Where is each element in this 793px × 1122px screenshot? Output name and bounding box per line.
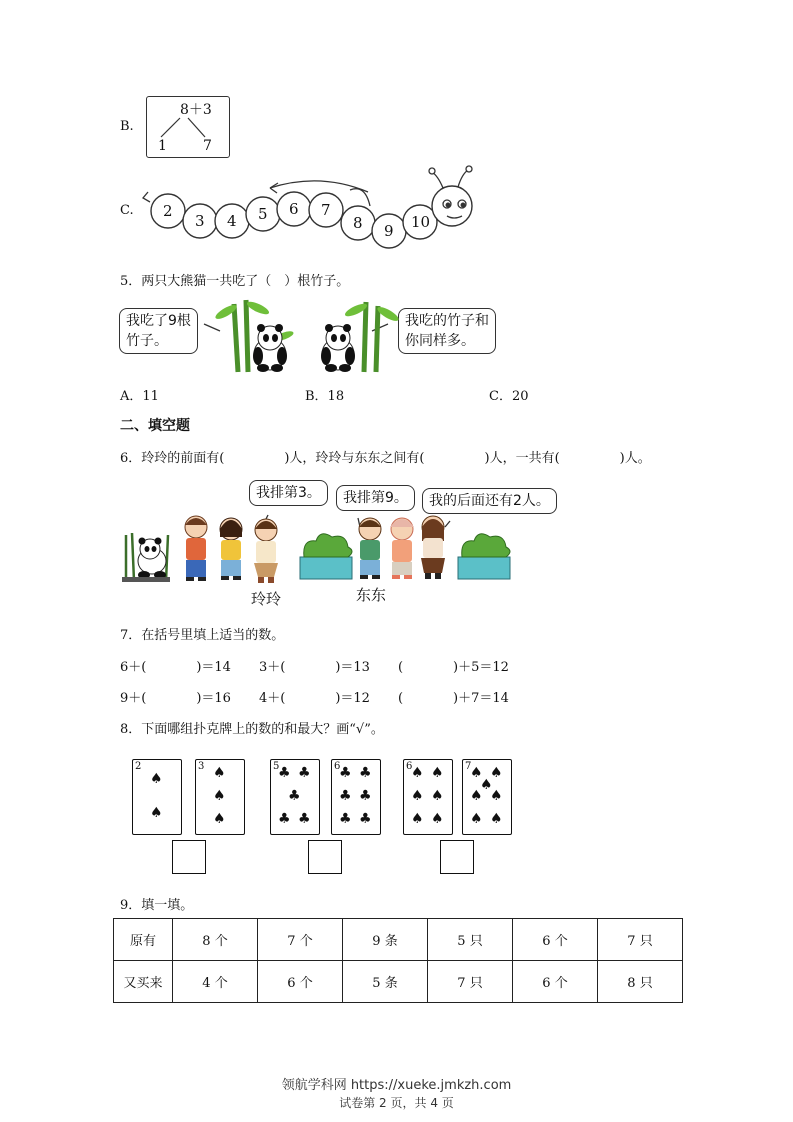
question-8-text: 8．下面哪组扑克牌上的数的和最大？画“√”。 xyxy=(120,722,384,737)
question-7-text: 7．在括号里填上适当的数。 xyxy=(120,628,285,643)
section-heading: 二、填空题 xyxy=(120,418,190,434)
card-rank: 6 xyxy=(406,761,413,772)
spade-icon: ♠ xyxy=(470,788,483,804)
card-rank: 3 xyxy=(198,761,205,772)
spade-icon: ♠ xyxy=(490,788,503,804)
question-7-row-1 xyxy=(120,656,509,675)
card-rank: 5 xyxy=(273,761,280,772)
club-icon: ♣ xyxy=(288,788,301,804)
card-rank: 6 xyxy=(334,761,341,772)
decomposition-box xyxy=(146,96,230,158)
table-cell: 又买来 xyxy=(114,961,173,1003)
eq-part: 4＋( xyxy=(258,691,286,706)
club-icon: ♣ xyxy=(298,811,311,827)
spade-icon: ♠ xyxy=(150,805,163,821)
spade-icon: ♠ xyxy=(411,765,424,781)
table-cell: 6 个 xyxy=(258,961,343,1003)
spade-icon: ♠ xyxy=(213,788,226,804)
table-cell: 7 只 xyxy=(428,961,513,1003)
decomposition-left: 1 xyxy=(158,138,167,154)
table-cell: 6 个 xyxy=(513,961,598,1003)
eq-part: 9＋( xyxy=(120,691,147,706)
caterpillar-number: 4 xyxy=(227,212,237,230)
fill-table xyxy=(113,918,683,1003)
answer-checkbox-group-3[interactable] xyxy=(440,840,474,874)
club-icon: ♣ xyxy=(359,811,372,827)
table-cell: 5 条 xyxy=(343,961,428,1003)
eq-part: 6＋( xyxy=(120,660,147,675)
option-c-label: C. xyxy=(120,203,134,218)
queue-illustration xyxy=(120,505,520,590)
table-cell: 9 条 xyxy=(343,919,428,961)
name-dongdong: 东东 xyxy=(356,586,387,604)
spade-icon: ♠ xyxy=(213,765,226,781)
eq-part: )＝13 xyxy=(335,660,370,675)
decomposition-right: 7 xyxy=(203,138,212,154)
club-icon: ♣ xyxy=(278,765,291,781)
table-cell: 7 个 xyxy=(258,919,343,961)
speech-bubble-9th: 我排第9。 xyxy=(336,485,415,511)
caterpillar-number: 8 xyxy=(353,214,363,232)
caterpillar-number: 6 xyxy=(289,200,299,218)
q6-part: )人。 xyxy=(619,451,651,466)
question-7-row-2 xyxy=(120,687,509,706)
spade-icon: ♠ xyxy=(490,765,503,781)
panda-speech-bubble-2 xyxy=(398,308,496,354)
table-row xyxy=(114,961,683,1003)
playing-card-club xyxy=(270,759,320,835)
table-cell: 7 只 xyxy=(598,919,683,961)
eq-part: )＝16 xyxy=(196,691,231,706)
spade-icon: ♠ xyxy=(411,811,424,827)
spade-icon: ♠ xyxy=(470,811,483,827)
club-icon: ♣ xyxy=(339,788,352,804)
table-cell: 5 只 xyxy=(428,919,513,961)
caterpillar-number: 5 xyxy=(258,205,268,223)
bubble-line: 我吃了9根 xyxy=(126,313,191,329)
eq-part: ( xyxy=(397,691,404,706)
option-b-label: B. xyxy=(120,119,134,134)
caterpillar-number: 7 xyxy=(321,201,331,219)
spade-icon: ♠ xyxy=(431,811,444,827)
card-rank: 7 xyxy=(465,761,472,772)
question-5-option-c: C．20 xyxy=(489,389,529,404)
eq-part: ( xyxy=(397,660,404,675)
speech-bubble-2-behind: 我的后面还有2人。 xyxy=(422,488,557,514)
eq-part: )＝12 xyxy=(335,691,370,706)
table-row xyxy=(114,919,683,961)
caterpillar-number: 10 xyxy=(411,213,431,231)
bubble-line: 你同样多。 xyxy=(405,333,475,349)
playing-card-club xyxy=(331,759,381,835)
table-cell: 8 个 xyxy=(173,919,258,961)
bubble-line: 竹子。 xyxy=(126,333,168,349)
spade-icon: ♠ xyxy=(213,811,226,827)
spade-icon: ♠ xyxy=(411,788,424,804)
question-9-text: 9．填一填。 xyxy=(120,898,194,913)
eq-part: )＋7＝14 xyxy=(453,691,509,706)
spade-icon: ♠ xyxy=(431,765,444,781)
club-icon: ♣ xyxy=(359,788,372,804)
q6-part: )人，玲玲与东东之间有( xyxy=(284,451,425,466)
table-cell: 8 只 xyxy=(598,961,683,1003)
pandas-with-bamboo-illustration xyxy=(200,296,400,378)
question-6-text xyxy=(120,447,651,466)
playing-card-spade xyxy=(403,759,453,835)
question-5-option-a: A．11 xyxy=(120,389,159,404)
watermark: 领航学科网 https://xueke.jmkzh.com xyxy=(281,1078,512,1093)
club-icon: ♣ xyxy=(359,765,372,781)
table-cell: 原有 xyxy=(114,919,173,961)
eq-part: )＝14 xyxy=(196,660,231,675)
answer-checkbox-group-1[interactable] xyxy=(172,840,206,874)
playing-card-spade xyxy=(462,759,512,835)
spade-icon: ♠ xyxy=(480,777,493,793)
bubble-line: 我吃的竹子和 xyxy=(405,313,489,329)
question-5-option-b: B．18 xyxy=(305,389,345,404)
q6-part: )人，一共有( xyxy=(484,451,560,466)
table-cell: 6 个 xyxy=(513,919,598,961)
speech-bubble-3rd: 我排第3。 xyxy=(249,480,328,506)
q6-part: 6．玲玲的前面有( xyxy=(120,451,225,466)
club-icon: ♣ xyxy=(339,765,352,781)
playing-card-spade xyxy=(195,759,245,835)
answer-checkbox-group-2[interactable] xyxy=(308,840,342,874)
table-cell: 4 个 xyxy=(173,961,258,1003)
playing-card-spade xyxy=(132,759,182,835)
spade-icon: ♠ xyxy=(490,811,503,827)
club-icon: ♣ xyxy=(339,811,352,827)
page-number: 试卷第 2 页，共 4 页 xyxy=(339,1096,454,1110)
caterpillar-number: 9 xyxy=(384,222,394,240)
club-icon: ♣ xyxy=(278,811,291,827)
eq-part: 3＋( xyxy=(258,660,286,675)
name-lingling: 玲玲 xyxy=(251,590,282,608)
decomposition-top: 8＋3 xyxy=(180,102,212,118)
spade-icon: ♠ xyxy=(470,765,483,781)
panda-speech-bubble-1 xyxy=(119,308,198,354)
caterpillar-number: 2 xyxy=(163,202,173,220)
eq-part: )＋5＝12 xyxy=(453,660,509,675)
spade-icon: ♠ xyxy=(431,788,444,804)
caterpillar-number: 3 xyxy=(195,212,205,230)
question-5-text: 5．两只大熊猫一共吃了（ ）根竹子。 xyxy=(120,274,350,289)
card-rank: 2 xyxy=(135,761,142,772)
club-icon: ♣ xyxy=(298,765,311,781)
caterpillar-numbers xyxy=(140,162,480,252)
spade-icon: ♠ xyxy=(150,771,163,787)
